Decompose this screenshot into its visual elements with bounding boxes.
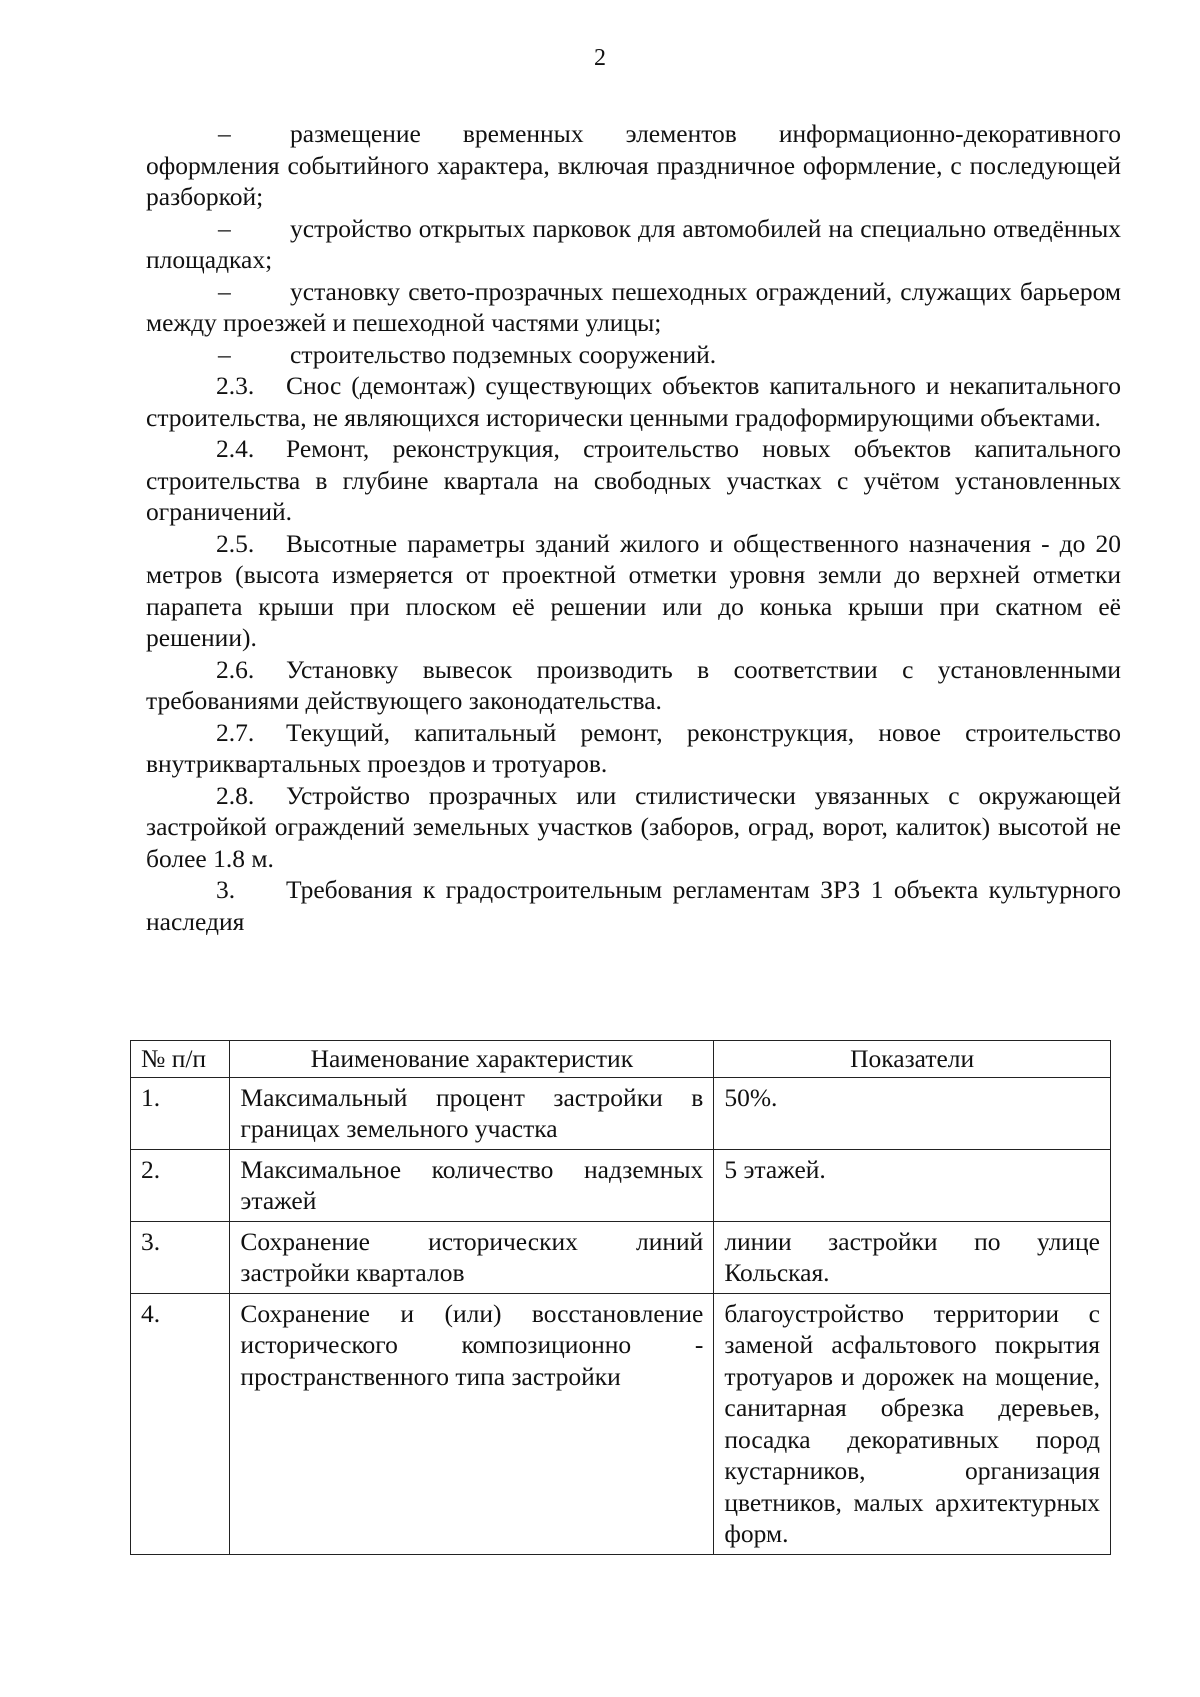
clause-number: 2.6. xyxy=(216,654,255,684)
paragraph-text: Требования к градостроительным регламентам ЗРЗ 1 объекта культурного наследия xyxy=(146,875,1121,936)
header-value: Показатели xyxy=(714,1041,1111,1078)
paragraph-text: Ремонт, реконструкция, строительство новых объектов капитального строительства в глубине квартала на свободных участках с учётом установленных ограничений. xyxy=(146,434,1121,526)
clause-number: 2.4. xyxy=(216,434,255,463)
dash-marker: – xyxy=(218,213,231,243)
clause-2-4 xyxy=(146,433,1121,528)
row-name: Максимальное количество надземных этажей xyxy=(230,1149,714,1221)
row-value: 50%. xyxy=(714,1077,1111,1149)
clause-number: 2.8. xyxy=(216,780,255,810)
paragraph-text: Текущий, капитальный ремонт, реконструкция, новое строительство внутриквартальных проездов и тротуаров. xyxy=(146,717,1121,778)
document-body xyxy=(146,118,1121,937)
row-value: благоустройство территории с заменой асфальтового покрытия тротуаров и дорожек на мощение, санитарная обрезка деревьев, посадка декоративных пород кустарников, организация цветников, малых архитектурных форм. xyxy=(714,1293,1111,1554)
row-number: 2. xyxy=(131,1149,230,1221)
clause-number: 2.7. xyxy=(216,717,255,747)
row-number: 1. xyxy=(131,1077,230,1149)
dash-marker: – xyxy=(218,119,231,148)
row-value: линии застройки по улице Кольская. xyxy=(714,1221,1111,1293)
clause-number: 2.3. xyxy=(216,371,255,400)
page-number: 2 xyxy=(594,45,606,71)
header-name: Наименование характеристик xyxy=(230,1041,714,1078)
list-item xyxy=(146,213,1121,276)
paragraph-text: Устройство прозрачных или стилистически увязанных с окружающей застройкой ограждений земельных участков (заборов, оград, ворот, калиток) высотой не более 1.8 м. xyxy=(146,780,1121,873)
clause-2-6 xyxy=(146,654,1121,717)
dash-marker: – xyxy=(218,276,231,306)
paragraph-text: Высотные параметры зданий жилого и общественного назначения - до 20 метров (высота измеряется от проектной отметки уровня земли до верхней отметки парапета крыши при плоском её решении или до конька крыши при скатном её решении). xyxy=(146,528,1121,652)
row-name: Сохранение исторических линий застройки кварталов xyxy=(230,1221,714,1293)
table-row xyxy=(131,1221,1111,1293)
section-3-heading xyxy=(146,874,1121,937)
clause-2-7 xyxy=(146,717,1121,780)
table-header-row xyxy=(131,1041,1111,1078)
clause-2-8 xyxy=(146,780,1121,875)
requirements-table xyxy=(130,1040,1111,1555)
paragraph-text: строительство подземных сооружений. xyxy=(290,339,717,369)
row-name: Максимальный процент застройки в границах земельного участка xyxy=(230,1077,714,1149)
clause-2-3 xyxy=(146,370,1121,433)
clause-number: 2.5. xyxy=(216,528,255,558)
row-number: 4. xyxy=(131,1293,230,1554)
list-item xyxy=(146,276,1121,339)
paragraph-text: Установку вывесок производить в соответствии с установленными требованиями действующего законодательства. xyxy=(146,654,1121,715)
clause-number: 3. xyxy=(216,875,236,904)
row-value: 5 этажей. xyxy=(714,1149,1111,1221)
paragraph-text: размещение временных элементов информационно-декоративного оформления событийного характера, включая праздничное оформление, с последующей разборкой; xyxy=(146,119,1121,211)
dash-marker: – xyxy=(218,339,231,369)
row-number: 3. xyxy=(131,1221,230,1293)
table-row xyxy=(131,1077,1111,1149)
table-row xyxy=(131,1149,1111,1221)
paragraph-text: Снос (демонтаж) существующих объектов капитального и некапитального строительства, не являющихся исторически ценными градоформирующими объектами. xyxy=(146,371,1121,432)
paragraph-text: установку свето-прозрачных пешеходных ограждений, служащих барьером между проезжей и пешеходной частями улицы; xyxy=(146,276,1121,337)
row-name: Сохранение и (или) восстановление исторического композиционно - пространственного типа застройки xyxy=(230,1293,714,1554)
list-item xyxy=(146,118,1121,213)
list-item xyxy=(146,339,1121,371)
table-row xyxy=(131,1293,1111,1554)
paragraph-text: устройство открытых парковок для автомобилей на специально отведённых площадках; xyxy=(146,213,1121,274)
clause-2-5 xyxy=(146,528,1121,654)
header-number: № п/п xyxy=(131,1041,230,1078)
